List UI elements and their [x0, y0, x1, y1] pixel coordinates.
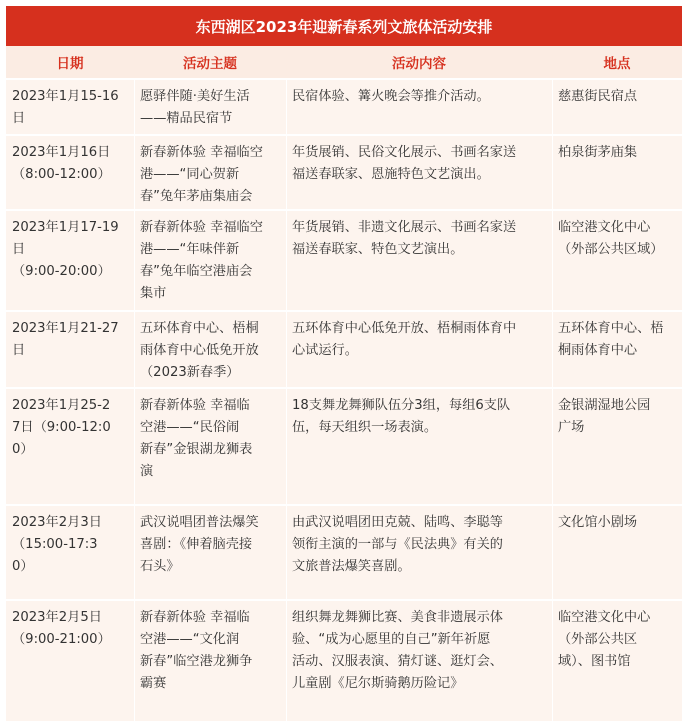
- cell-text-line: 日: [12, 343, 26, 358]
- column-divider: [552, 80, 553, 134]
- cell-text-line: 活动、汉服表演、猜灯谜、逛灯会、: [292, 654, 503, 669]
- table-row: [6, 136, 682, 211]
- cell-text-line: 福送春联家、恩施特色文艺演出。: [292, 167, 490, 182]
- cell-text-line: （9:00-20:00）: [12, 264, 111, 279]
- column-divider: [286, 506, 287, 599]
- column-divider: [552, 136, 553, 209]
- column-divider: [286, 389, 287, 504]
- theme-cell: [134, 389, 286, 504]
- cell-text-line: 心试运行。: [292, 343, 358, 358]
- cell-text-line: 石头》: [140, 559, 180, 574]
- cell-text-line: 桐雨体育中心: [558, 343, 638, 358]
- cell-text-line: 2023年1月16日: [12, 145, 111, 160]
- date-cell: [6, 211, 134, 310]
- cell-text-line: 临空港文化中心: [558, 610, 651, 625]
- cell-text-line: （外部公共区域）: [558, 242, 664, 257]
- cell-text-line: 伍，每天组织一场表演。: [292, 420, 438, 435]
- date-cell: [6, 80, 134, 134]
- content-cell: [286, 389, 552, 504]
- place-cell: [552, 136, 682, 209]
- place-cell: [552, 506, 682, 599]
- content-cell: [286, 312, 552, 387]
- cell-text-line: 空港——“民俗闹: [140, 420, 240, 435]
- cell-text-line: 文化馆小剧场: [558, 515, 638, 530]
- table-title: 东西湖区2023年迎新春系列文旅体活动安排: [6, 6, 682, 46]
- cell-text-line: 文旅普法爆笑喜剧。: [292, 559, 411, 574]
- cell-text-line: ——精品民宿节: [140, 111, 233, 126]
- column-divider: [552, 389, 553, 504]
- theme-cell: [134, 312, 286, 387]
- cell-text-line: 年货展销、民俗文化展示、书画名家送: [292, 145, 517, 160]
- cell-text-line: 新春新体验 幸福临空: [140, 220, 263, 235]
- column-header-theme: 活动主题: [183, 56, 237, 72]
- table-header-row: [6, 46, 682, 79]
- column-divider: [552, 601, 553, 721]
- cell-text-line: 港——“同心贺新: [140, 167, 240, 182]
- column-divider: [134, 506, 135, 599]
- cell-text-line: 新春新体验 幸福临: [140, 398, 250, 413]
- cell-text-line: 7日（9:00-12:0: [12, 420, 111, 435]
- cell-text-line: （8:00-12:00）: [12, 167, 111, 182]
- cell-text-line: （9:00-21:00）: [12, 632, 111, 647]
- cell-text-line: 春”兔年临空港庙会: [140, 264, 253, 279]
- date-cell: [6, 136, 134, 209]
- cell-text-line: 域）、图书馆: [558, 654, 631, 669]
- place-cell: [552, 80, 682, 134]
- column-divider: [552, 312, 553, 387]
- theme-cell: [134, 506, 286, 599]
- column-divider: [286, 80, 287, 134]
- column-header-date: 日期: [56, 56, 84, 72]
- cell-text-line: （外部公共区: [558, 632, 638, 647]
- place-cell: [552, 312, 682, 387]
- cell-text-line: 集市: [140, 286, 167, 301]
- cell-text-line: 广场: [558, 420, 585, 435]
- column-header-content: 活动内容: [392, 56, 446, 72]
- place-cell: [552, 601, 682, 721]
- cell-text-line: 2023年2月3日: [12, 515, 102, 530]
- cell-text-line: 日: [12, 242, 26, 257]
- column-divider: [134, 389, 135, 504]
- cell-text-line: 雨体育中心低免开放: [140, 343, 259, 358]
- cell-text-line: 演: [140, 464, 154, 479]
- date-cell: [6, 506, 134, 599]
- cell-text-line: 霸赛: [140, 676, 167, 691]
- place-cell: [552, 211, 682, 310]
- cell-text-line: 新春”临空港龙狮争: [140, 654, 253, 669]
- column-divider: [134, 601, 135, 721]
- cell-text-line: 临空港文化中心: [558, 220, 651, 235]
- content-cell: [286, 211, 552, 310]
- cell-text-line: 五环体育中心、梧: [558, 321, 664, 336]
- table-row: [6, 80, 682, 136]
- column-divider: [552, 211, 553, 310]
- cell-text-line: 儿童剧《尼尔斯骑鹅历险记》: [292, 676, 464, 691]
- cell-text-line: 金银湖湿地公园: [558, 398, 651, 413]
- column-header-place: 地点: [603, 56, 631, 72]
- table-row: [6, 601, 682, 723]
- content-cell: [286, 136, 552, 209]
- column-divider: [286, 211, 287, 310]
- cell-text-line: 0）: [12, 559, 34, 574]
- content-cell: [286, 80, 552, 134]
- cell-text-line: 2023年1月21-27: [12, 321, 119, 336]
- cell-text-line: 新春新体验 幸福临空: [140, 145, 263, 160]
- cell-text-line: 组织舞龙舞狮比赛、美食非遗展示体: [292, 610, 503, 625]
- column-divider: [134, 136, 135, 209]
- column-divider: [134, 312, 135, 387]
- column-divider: [134, 211, 135, 310]
- cell-text-line: 新春”金银湖龙狮表: [140, 442, 253, 457]
- theme-cell: [134, 211, 286, 310]
- cell-text-line: 五环体育中心、梧桐: [140, 321, 259, 336]
- cell-text-line: 喜剧：《伸着脑壳接: [140, 537, 253, 552]
- column-divider: [286, 312, 287, 387]
- cell-text-line: 慈惠街民宿点: [558, 89, 638, 104]
- cell-text-line: 福送春联家、特色文艺演出。: [292, 242, 464, 257]
- cell-text-line: 由武汉说唱团田克兢、陆鸣、李聪等: [292, 515, 503, 530]
- cell-text-line: 柏泉街茅庙集: [558, 145, 638, 160]
- column-divider: [286, 136, 287, 209]
- date-cell: [6, 312, 134, 387]
- table-row: [6, 312, 682, 389]
- theme-cell: [134, 136, 286, 209]
- cell-text-line: 年货展销、非遗文化展示、书画名家送: [292, 220, 517, 235]
- cell-text-line: 0）: [12, 442, 34, 457]
- cell-text-line: 2023年2月5日: [12, 610, 102, 625]
- place-cell: [552, 389, 682, 504]
- table-row: [6, 389, 682, 506]
- theme-cell: [134, 601, 286, 721]
- column-divider: [134, 80, 135, 134]
- date-cell: [6, 389, 134, 504]
- column-divider: [286, 601, 287, 721]
- cell-text-line: 日: [12, 111, 26, 126]
- cell-text-line: 领衔主演的一部与《民法典》有关的: [292, 537, 503, 552]
- cell-text-line: （2023新春季）: [140, 365, 240, 380]
- cell-text-line: 18支舞龙舞狮队伍分3组，每组6支队: [292, 398, 511, 413]
- date-cell: [6, 601, 134, 721]
- cell-text-line: （15:00-17:3: [12, 537, 98, 552]
- cell-text-line: 2023年1月25-2: [12, 398, 111, 413]
- cell-text-line: 空港——“文化润: [140, 632, 240, 647]
- cell-text-line: 武汉说唱团普法爆笑: [140, 515, 259, 530]
- theme-cell: [134, 80, 286, 134]
- cell-text-line: 新春新体验 幸福临: [140, 610, 250, 625]
- cell-text-line: 港——“年味伴新: [140, 242, 240, 257]
- table-row: [6, 211, 682, 312]
- cell-text-line: 愿驿伴随·美好生活: [140, 89, 250, 104]
- table-row: [6, 506, 682, 601]
- content-cell: [286, 601, 552, 721]
- cell-text-line: 2023年1月17-19: [12, 220, 119, 235]
- column-divider: [552, 506, 553, 599]
- cell-text-line: 2023年1月15-16: [12, 89, 119, 104]
- cell-text-line: 春”兔年茅庙集庙会: [140, 189, 253, 204]
- cell-text-line: 民宿体验、篝火晚会等推介活动。: [292, 89, 490, 104]
- cell-text-line: 五环体育中心低免开放、梧桐雨体育中: [292, 321, 517, 336]
- content-cell: [286, 506, 552, 599]
- cell-text-line: 验、“成为心愿里的自己”新年祈愿: [292, 632, 491, 647]
